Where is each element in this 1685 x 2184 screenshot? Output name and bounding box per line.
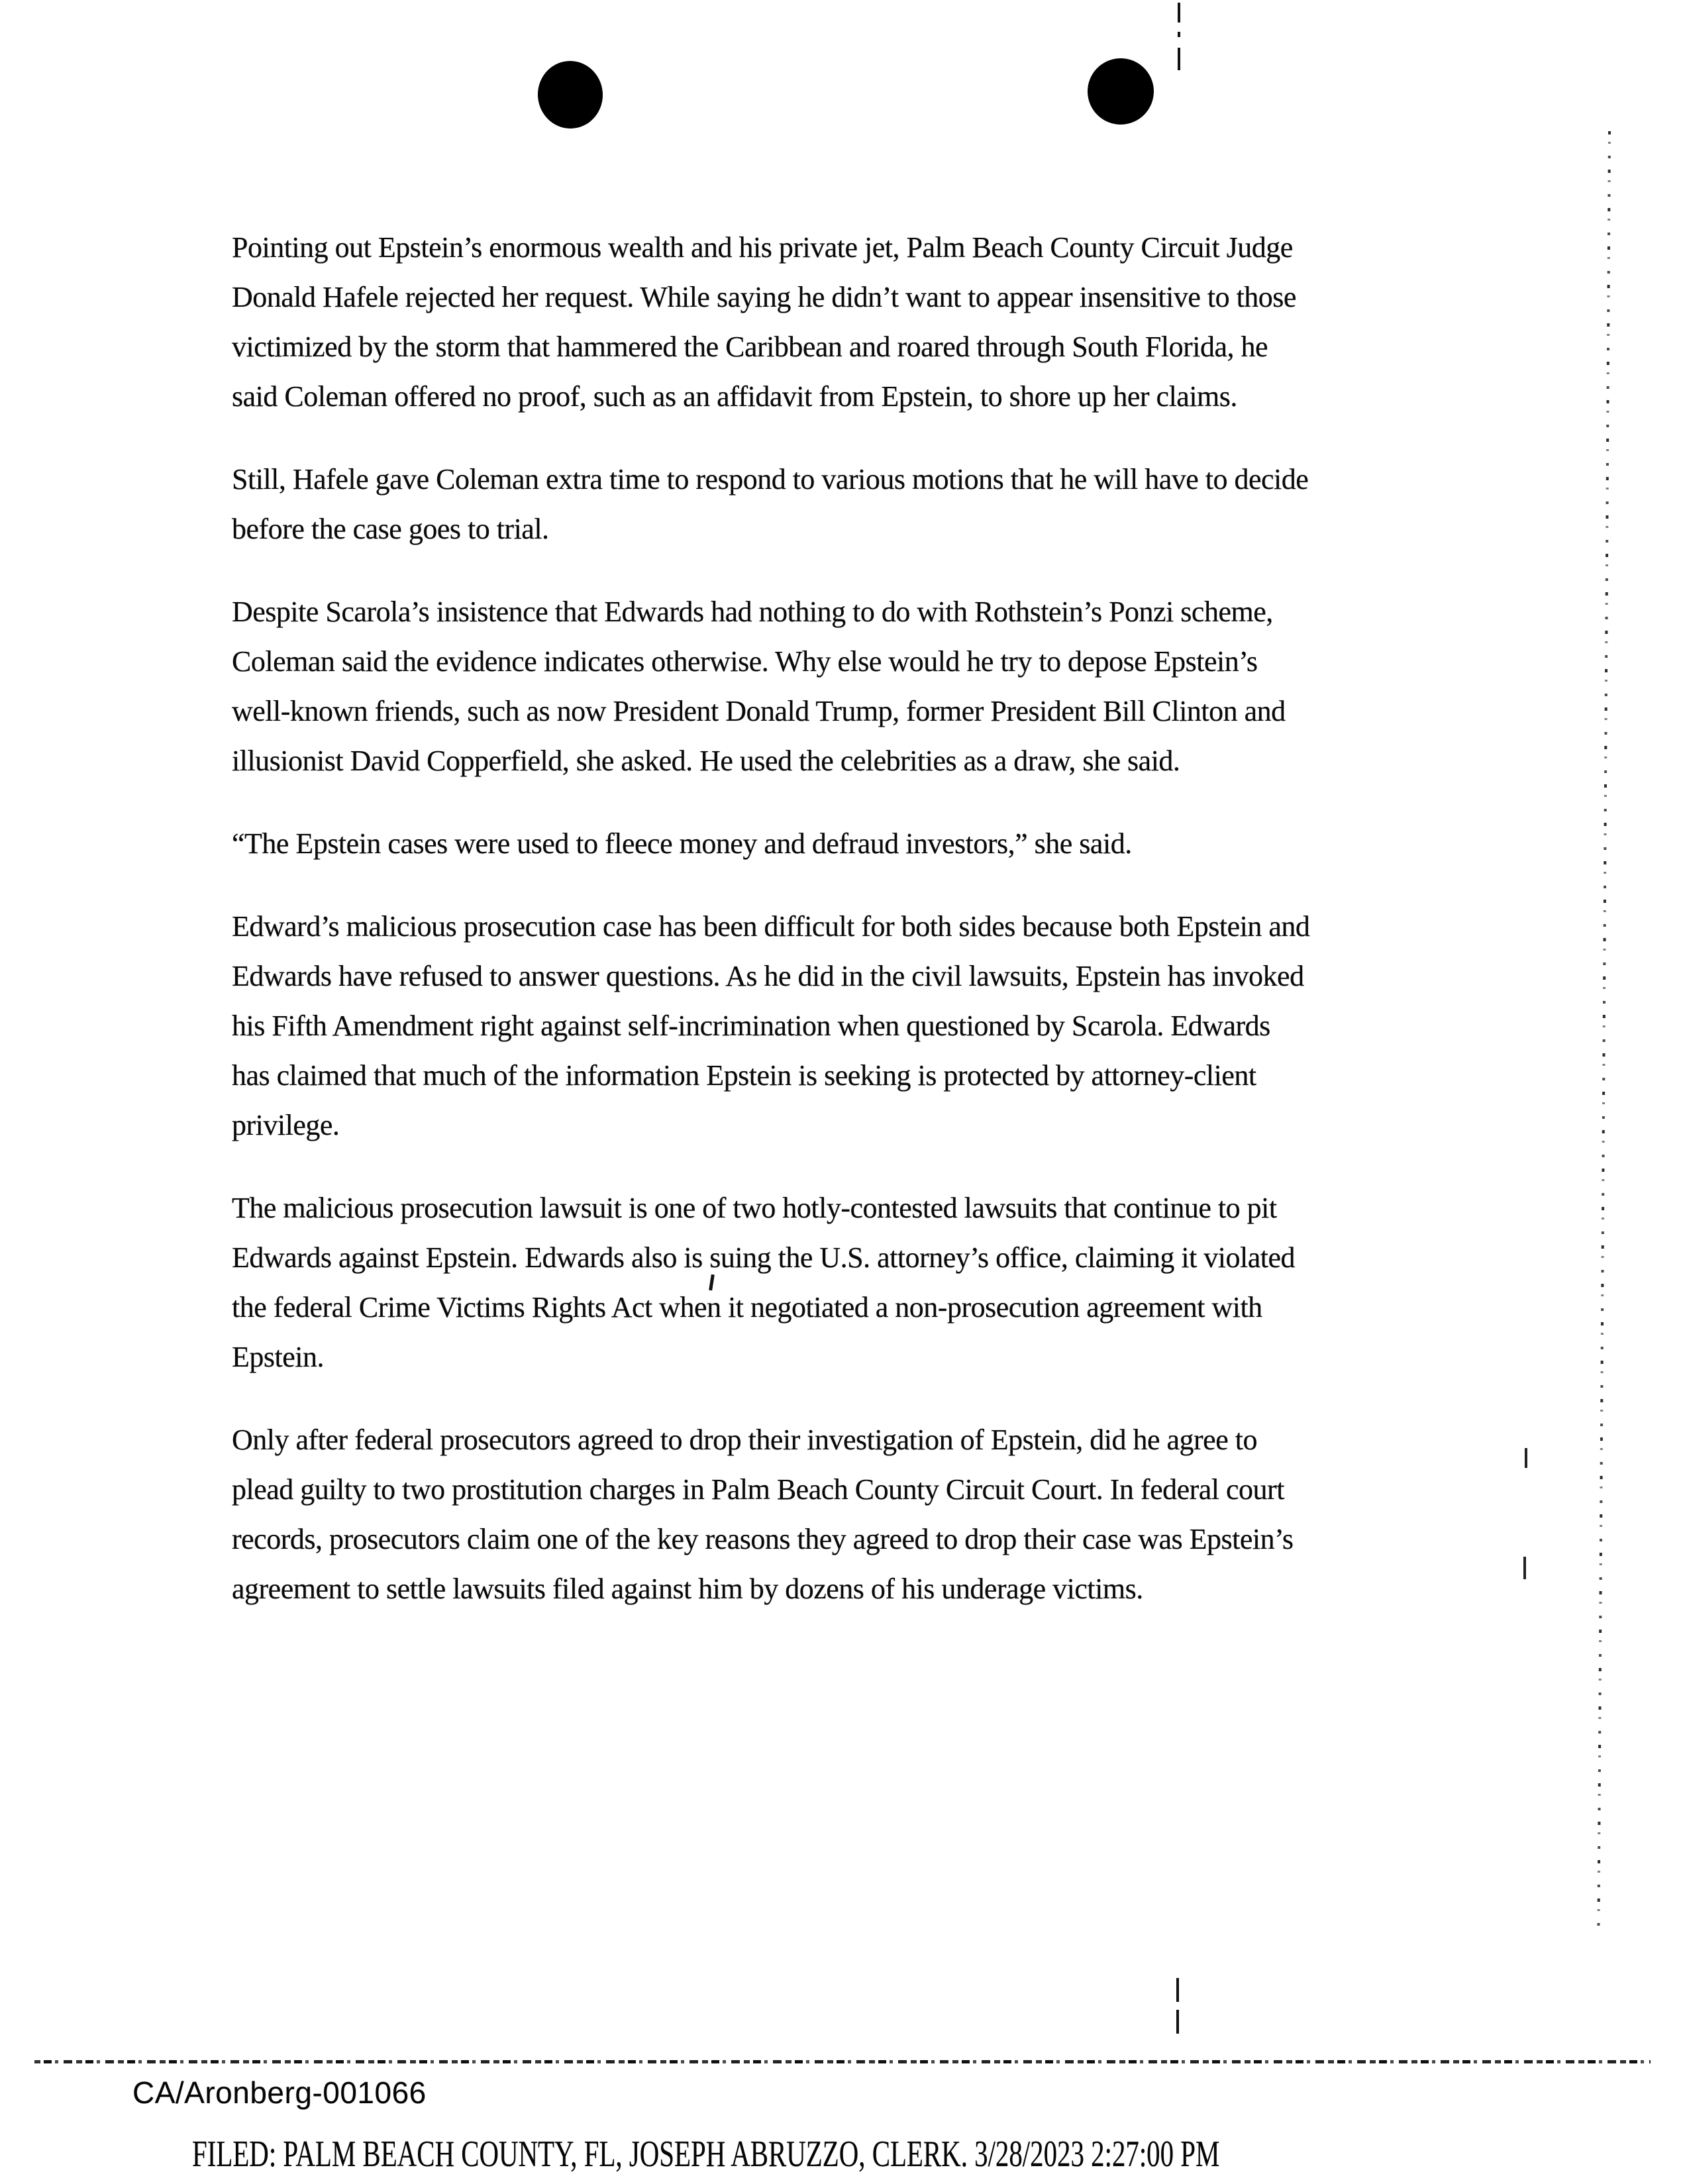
hole-punch-dot — [1086, 56, 1156, 127]
text-line: Epstein. — [232, 1341, 324, 1373]
filed-stamp: FILED: PALM BEACH COUNTY, FL, JOSEPH ABRUZZO, CLERK. 3/28/2023 2:27:00 PM — [192, 2134, 1220, 2175]
text-line: records, prosecutors claim one of the key reasons they agreed to drop their case was Epstein’s — [232, 1523, 1294, 1555]
text-line: well-known friends, such as now President Donald Trump, former President Bill Clinton and — [232, 695, 1286, 727]
text-line: has claimed that much of the information Epstein is seeking is protected by attorney-client — [232, 1059, 1256, 1092]
text-line: Still, Hafele gave Coleman extra time to respond to various motions that he will have to decide — [232, 463, 1309, 495]
text-line: Only after federal prosecutors agreed to drop their investigation of Epstein, did he agree to — [232, 1424, 1257, 1456]
text-line: victimized by the storm that hammered the Caribbean and roared through South Florida, he — [232, 331, 1268, 363]
article-body — [232, 223, 1464, 1647]
scan-artifact-dash — [1523, 1557, 1526, 1579]
text-line: Donald Hafele rejected her request. While saying he didn’t want to appear insensitive to those — [232, 281, 1296, 313]
bates-number: CA/Aronberg-001066 — [132, 2075, 427, 2110]
text-line: Edward’s malicious prosecution case has been difficult for both sides because both Epstein and — [232, 910, 1310, 943]
text-line: plead guilty to two prostitution charges in Palm Beach County Circuit Court. In federal court — [232, 1473, 1284, 1506]
text-line: said Coleman offered no proof, such as an affidavit from Epstein, to shore up her claims. — [232, 380, 1237, 413]
text-line: his Fifth Amendment right against self-incrimination when questioned by Scarola. Edwards — [232, 1010, 1270, 1042]
text-line: Edwards have refused to answer questions. As he did in the civil lawsuits, Epstein has invoked — [232, 960, 1304, 992]
paragraph-quote — [232, 819, 1464, 868]
text-line: illusionist David Copperfield, she asked. He used the celebrities as a draw, she said. — [232, 745, 1180, 777]
scan-artifact-dash — [1176, 2010, 1179, 2034]
hole-punch-dot — [535, 58, 606, 131]
scan-artifact-page-edge-dots — [1597, 131, 1611, 1928]
text-line: Pointing out Epstein’s enormous wealth and his private jet, Palm Beach County Circuit Judge — [232, 231, 1293, 264]
text-line: before the case goes to trial. — [232, 513, 549, 545]
text-line: The malicious prosecution lawsuit is one of two hotly-contested lawsuits that continue to pit — [232, 1192, 1277, 1224]
paragraph — [232, 454, 1464, 554]
scan-artifact-vertical-dash-line — [1178, 3, 1180, 70]
paragraph — [232, 902, 1464, 1150]
paragraph — [232, 1183, 1464, 1382]
paragraph — [232, 587, 1464, 786]
scan-artifact-dash — [1525, 1448, 1527, 1468]
text-line: agreement to settle lawsuits filed against him by dozens of his underage victims. — [232, 1573, 1143, 1605]
text-line: Despite Scarola’s insistence that Edwards had nothing to do with Rothstein’s Ponzi scheme, — [232, 596, 1273, 628]
footer-separator-line — [34, 2060, 1651, 2063]
scan-artifact-dash — [1176, 1978, 1179, 2002]
text-line: the federal Crime Victims Rights Act when it negotiated a non-prosecution agreement with — [232, 1291, 1262, 1324]
text-line: Edwards against Epstein. Edwards also is suing the U.S. attorney’s office, claiming it violated — [232, 1241, 1296, 1274]
paragraph — [232, 223, 1464, 421]
text-line: Coleman said the evidence indicates otherwise. Why else would he try to depose Epstein’s — [232, 645, 1258, 678]
text-line: privilege. — [232, 1109, 340, 1141]
paragraph — [232, 1415, 1464, 1614]
text-line: “The Epstein cases were used to fleece money and defraud investors,” she said. — [232, 827, 1132, 860]
